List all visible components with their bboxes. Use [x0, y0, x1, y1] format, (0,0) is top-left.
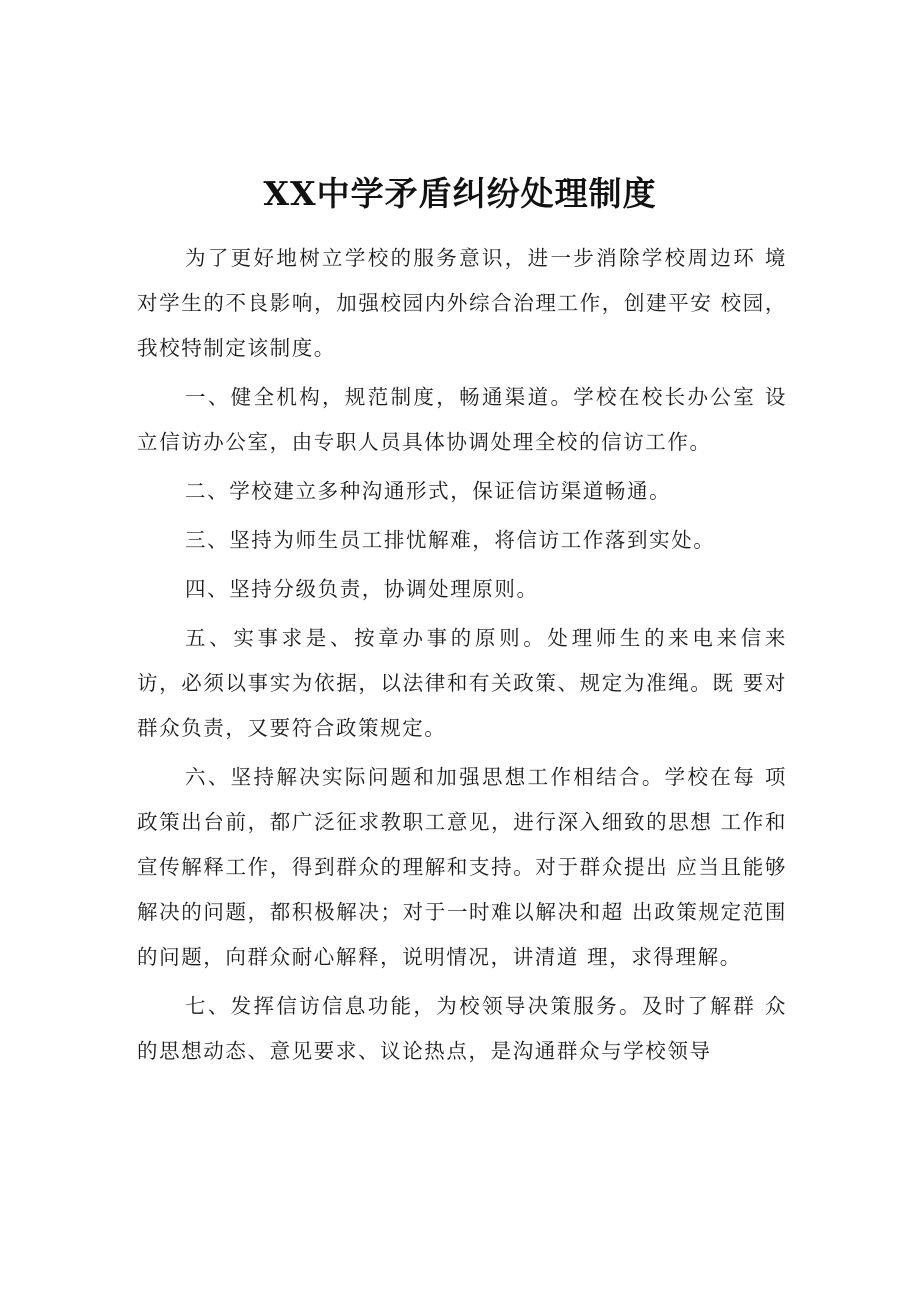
paragraph-item-3: 三、坚持为师生员工排忧解难，将信访工作落到实处。: [185, 528, 716, 552]
document-title: XX中学矛盾纠纷处理制度: [263, 174, 657, 213]
paragraph-item-2: 二、学校建立多种沟通形式，保证信访渠道畅通。: [185, 479, 672, 503]
document-body: [137, 236, 787, 1074]
paragraph-item-1: 一、健全机构，规范制度，畅通渠道。学校在校长办公室 设立信访办公室，由专职人员具体协调处理全校的信访工作。: [137, 385, 787, 454]
paragraph-item-7: 七、发挥信访信息功能，为校领导决策服务。及时了解群 众的思想动态、意见要求、议论热点，是沟通群众与学校领导: [137, 994, 787, 1063]
paragraph-item-4: 四、坚持分级负责，协调处理原则。: [185, 577, 539, 601]
paragraph-intro: 为了更好地树立学校的服务意识，进一步消除学校周边环 境对学生的不良影响，加强校园内外综合治理工作，创建平安 校园，我校特制定该制度。: [137, 246, 787, 360]
paragraph-item-5: 五、实事求是、按章办事的原则。处理师生的来电来信来 访，必须以事实为依据，以法律和有关政策、规定为准绳。既 要对群众负责，又要符合政策规定。: [137, 626, 787, 740]
paragraph-item-6: 六、坚持解决实际问题和加强思想工作相结合。学校在每 项政策出台前，都广泛征求教职工意见，进行深入细致的思想 工作和宣传解释工作，得到群众的理解和支持。对于群众提出 应当且能够解决的问题，都积极解决；对于一时难以解决和超 出政策规定范围的问题，向群众耐心解释，说明情况，讲清道 理，求得理解。: [137, 765, 787, 969]
